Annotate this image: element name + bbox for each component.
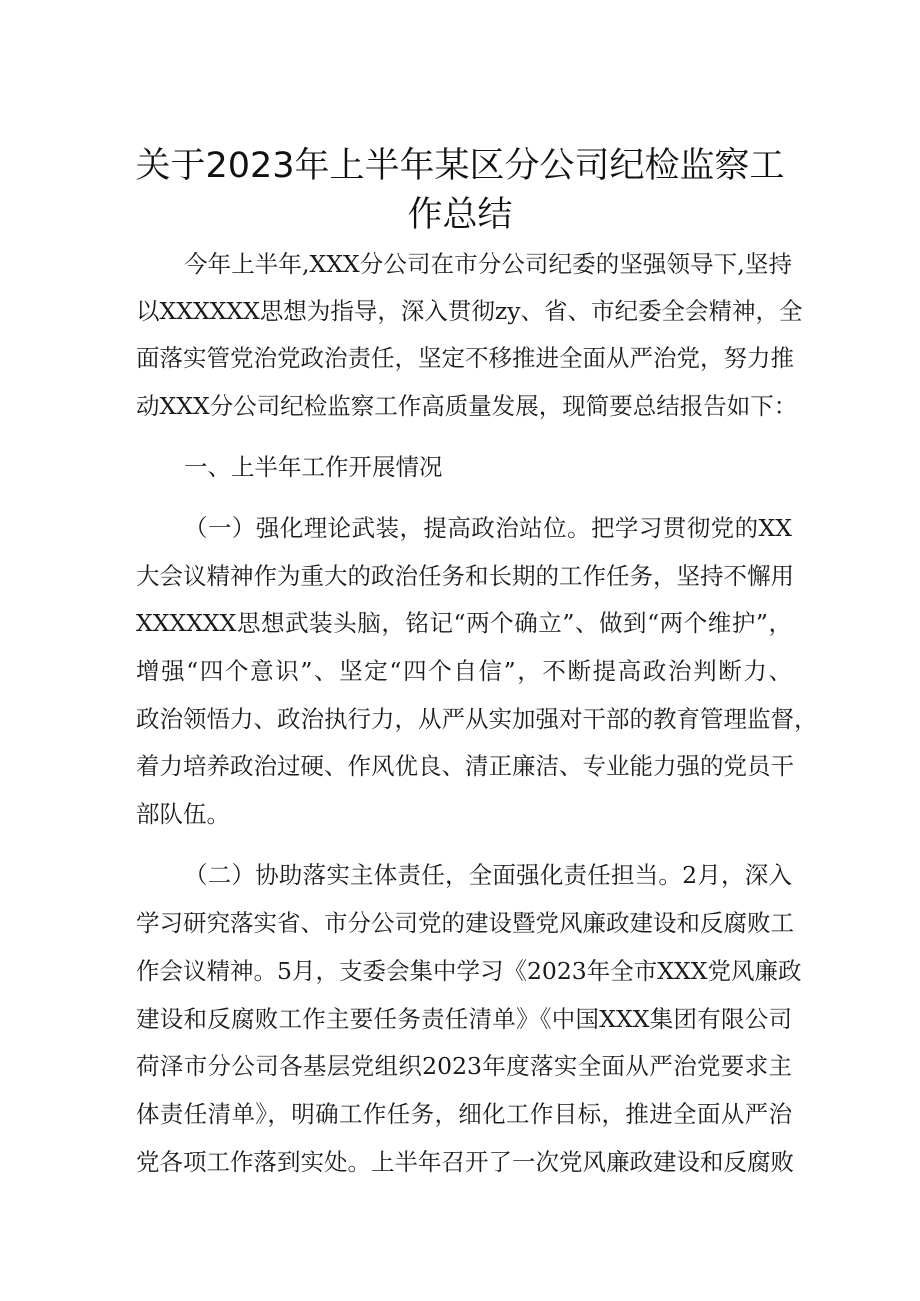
document-title-line-2: 作总结	[407, 195, 513, 235]
item-two-paragraph-line: 作会议精神。5月，支委会集中学习《2023年全市XXX党风廉政	[136, 957, 802, 985]
item-two-paragraph-line: 学习研究落实省、市分公司党的建设暨党风廉政建设和反腐败工	[136, 909, 794, 937]
item-one-paragraph-line: XXXXXX思想武装头脑，铭记“两个确立”、做到“两个维护”，	[136, 609, 792, 637]
intro-paragraph-line: 以XXXXXX思想为指导，深入贯彻zy、省、市纪委全会精神，全	[136, 297, 803, 325]
item-two-paragraph-line: 荷泽市分公司各基层党组织2023年度落实全面从严治党要求主	[136, 1052, 792, 1080]
intro-paragraph-line: 动XXX分公司纪检监察工作高质量发展，现简要总结报告如下：	[136, 392, 798, 420]
item-two-paragraph-line: 党各项工作落到实处。上半年召开了一次党风廉政建设和反腐败	[136, 1148, 794, 1176]
intro-paragraph-line: 面落实管党治党政治责任，坚定不移推进全面从严治党，努力推	[136, 344, 794, 372]
item-one-paragraph-line: （一）强化理论武装，提高政治站位。把学习贯彻党的XX	[184, 514, 792, 542]
item-two-paragraph-line: 建设和反腐败工作主要任务责任清单》《中国XXX集团有限公司	[136, 1005, 792, 1033]
intro-paragraph-line: 今年上半年,XXX分公司在市分公司纪委的坚强领导下,坚持	[184, 250, 792, 278]
document-title-line-1: 关于2023年上半年某区分公司纪检监察工	[135, 146, 785, 186]
item-one-paragraph-line: 增强“四个意识”、坚定“四个自信”，不断提高政治判断力、	[136, 657, 792, 685]
item-two-paragraph-line: （二）协助落实主体责任，全面强化责任担当。2月，深入	[184, 861, 792, 889]
item-one-paragraph-line: 部队伍。	[136, 800, 230, 828]
item-one-paragraph-line: 着力培养政治过硬、作风优良、清正廉洁、专业能力强的党员干	[136, 752, 794, 780]
item-two-paragraph-line: 体责任清单》，明确工作任务，细化工作目标，推进全面从严治	[136, 1100, 792, 1128]
item-one-paragraph-line: 政治领悟力、政治执行力，从严从实加强对干部的教育管理监督，	[136, 705, 818, 733]
item-one-paragraph-line: 大会议精神作为重大的政治任务和长期的工作任务，坚持不懈用	[136, 562, 794, 590]
section-heading: 一、上半年工作开展情况	[184, 453, 443, 481]
